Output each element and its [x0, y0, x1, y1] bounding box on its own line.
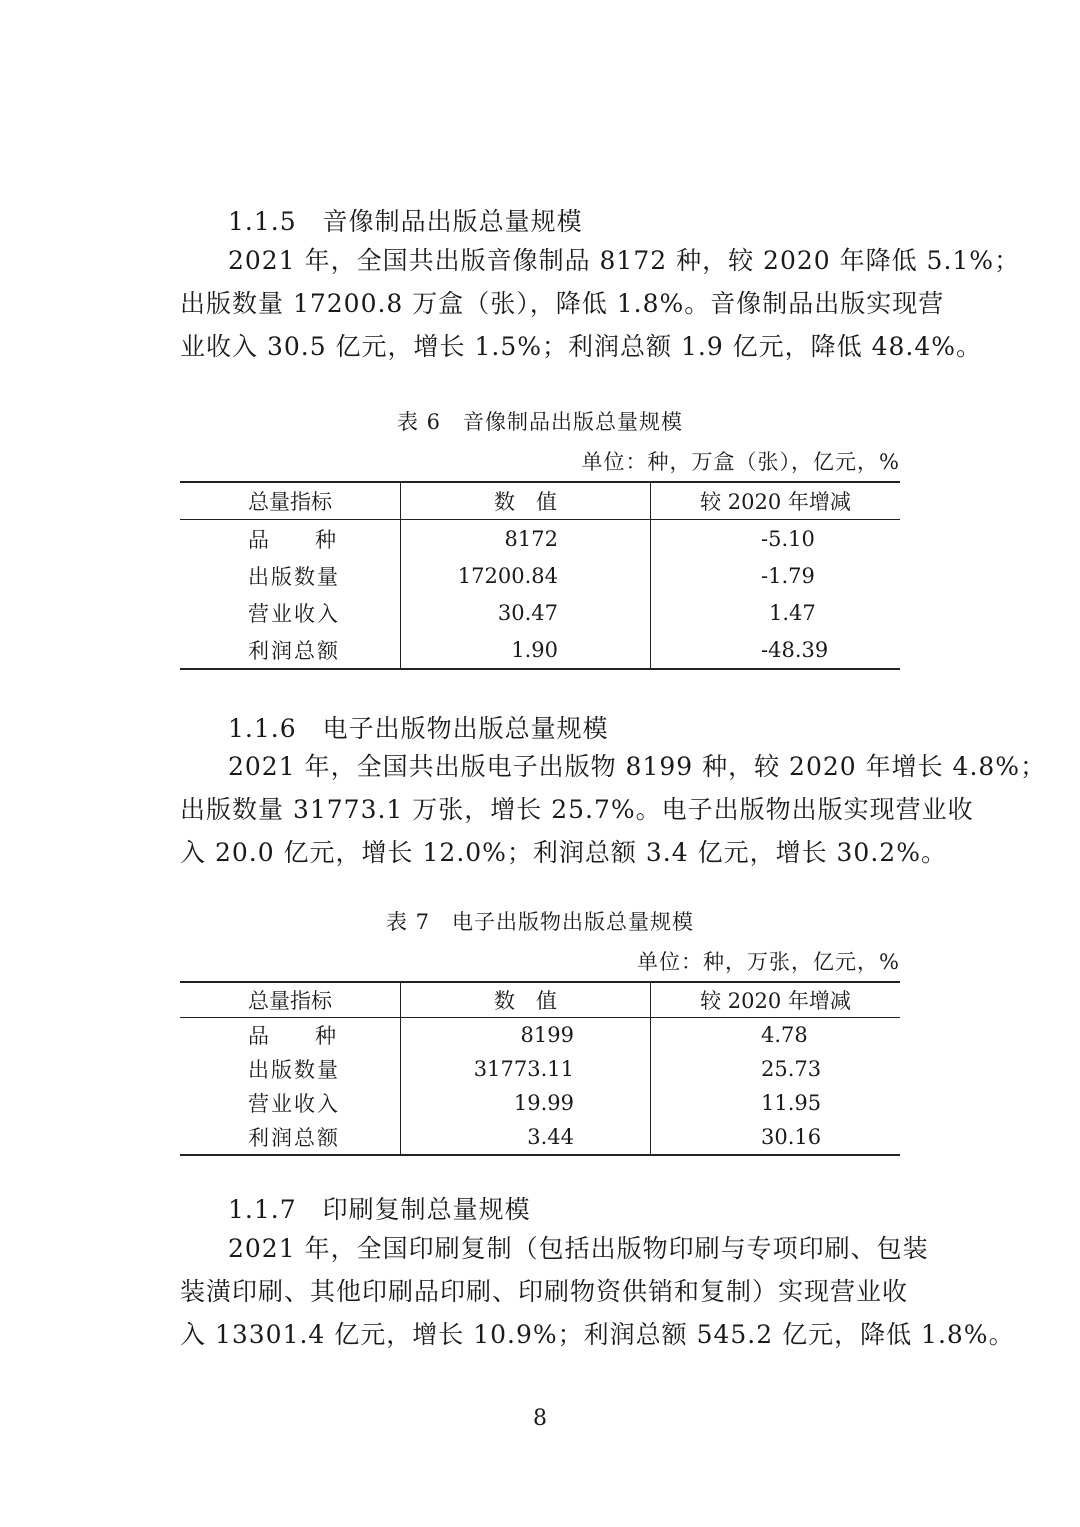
cell-indicator: 利润总额: [180, 1120, 401, 1155]
header-indicator: 总量指标: [180, 982, 401, 1018]
cell-indicator: 营业收入: [248, 601, 340, 626]
cell-value: 19.99: [401, 1086, 651, 1120]
page-number: 8: [533, 1406, 547, 1431]
header-value: 数 值: [401, 482, 651, 520]
cell-value: 8199: [401, 1018, 651, 1053]
cell-change: -1.79: [651, 557, 901, 594]
header-indicator: 总量指标: [180, 482, 401, 520]
table-row: [180, 1086, 900, 1120]
header-change: 较 2020 年增减: [651, 982, 901, 1018]
table-7: [180, 981, 900, 1156]
cell-change: 25.73: [651, 1052, 901, 1086]
cell-value: 30.47: [401, 594, 651, 631]
paragraph-line: 业收入 30.5 亿元，增长 1.5%；利润总额 1.9 亿元，降低 48.4%。: [180, 332, 983, 361]
cell-change: 11.95: [651, 1086, 901, 1120]
table-header-row: [180, 482, 900, 520]
cell-indicator: 营业收入: [248, 1092, 340, 1116]
paragraph-line: 2021 年，全国共出版电子出版物 8199 种，较 2020 年增长 4.8%；: [228, 752, 1047, 781]
cell-value: 31773.11: [401, 1052, 651, 1086]
table-7-unit: 单位：种，万张，亿元，%: [637, 950, 900, 974]
paragraph-audio-video: [180, 239, 1021, 368]
paragraph-line: 2021 年，全国印刷复制（包括出版物印刷与专项印刷、包装: [228, 1234, 929, 1263]
table-row: [180, 631, 900, 669]
table-row: [180, 1052, 900, 1086]
cell-change: -5.10: [651, 520, 901, 558]
cell-change: 4.78: [651, 1018, 901, 1053]
cell-value: 3.44: [401, 1120, 651, 1155]
cell-change: 1.47: [651, 594, 901, 631]
paragraph-line: 装潢印刷、其他印刷品印刷、印刷物资供销和复制）实现营业收: [180, 1277, 909, 1306]
cell-value: 1.90: [401, 631, 651, 669]
paragraph-electronic: [180, 745, 1047, 874]
table-6-caption: 表 6 音像制品出版总量规模: [396, 410, 684, 434]
paragraph-line: 出版数量 17200.8 万盒（张），降低 1.8%。音像制品出版实现营: [180, 289, 945, 318]
cell-indicator: 品种: [248, 527, 382, 552]
table-header-row: [180, 982, 900, 1018]
section-heading-1-1-6: 1.1.6 电子出版物出版总量规模: [228, 714, 609, 743]
table-row: [180, 594, 900, 631]
table-row: [180, 520, 900, 558]
cell-change: -48.39: [651, 631, 901, 669]
header-value: 数 值: [401, 982, 651, 1018]
table-row: [180, 1120, 900, 1155]
section-heading-1-1-7: 1.1.7 印刷复制总量规模: [228, 1195, 531, 1224]
table-row: [180, 557, 900, 594]
cell-value: 17200.84: [401, 557, 651, 594]
table-6: [180, 481, 900, 670]
paragraph-line: 入 13301.4 亿元，增长 10.9%；利润总额 545.2 亿元，降低 1.8%。: [180, 1320, 1015, 1349]
cell-indicator: 出版数量: [248, 1058, 340, 1082]
table-row: [180, 1018, 900, 1053]
table-6-unit: 单位：种，万盒（张），亿元，%: [581, 450, 900, 474]
cell-indicator: 出版数量: [248, 564, 340, 589]
cell-value: 8172: [401, 520, 651, 558]
paragraph-line: 出版数量 31773.1 万张，增长 25.7%。电子出版物出版实现营业收: [180, 795, 974, 824]
section-heading-1-1-5: 1.1.5 音像制品出版总量规模: [228, 207, 583, 236]
paragraph-printing: [180, 1227, 1015, 1356]
cell-indicator: 利润总额: [180, 631, 401, 669]
header-change: 较 2020 年增减: [651, 482, 901, 520]
table-7-caption: 表 7 电子出版物出版总量规模: [385, 910, 695, 934]
paragraph-line: 2021 年，全国共出版音像制品 8172 种，较 2020 年降低 5.1%；: [228, 246, 1021, 275]
cell-change: 30.16: [651, 1120, 901, 1155]
paragraph-line: 入 20.0 亿元，增长 12.0%；利润总额 3.4 亿元，增长 30.2%。: [180, 838, 947, 867]
cell-indicator: 品种: [248, 1024, 382, 1048]
